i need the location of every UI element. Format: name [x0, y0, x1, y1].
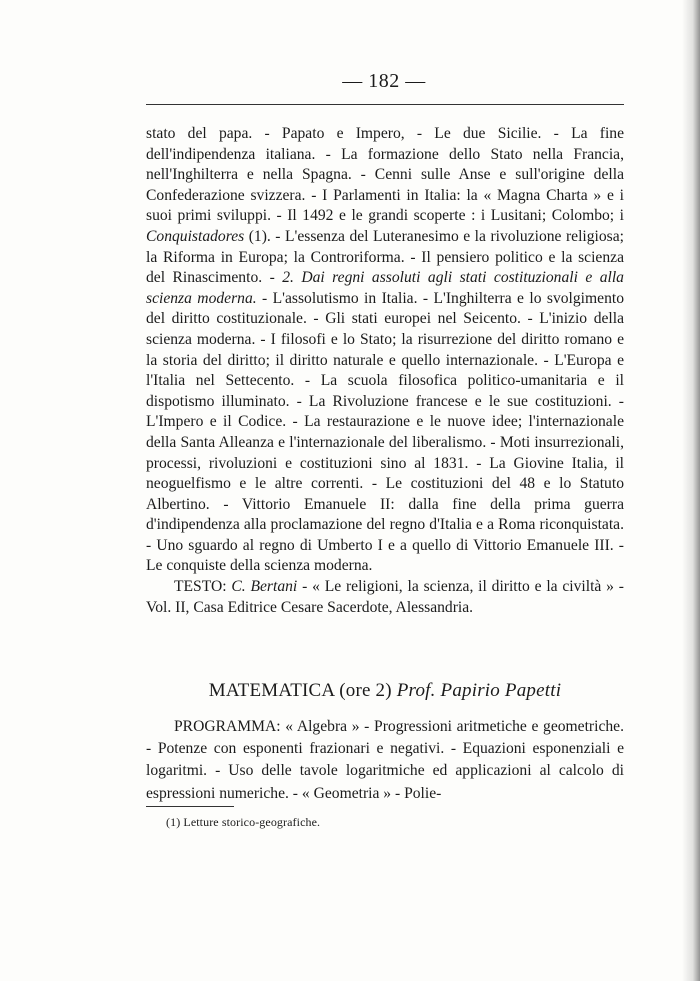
- testo-details: - « Le religioni, la scienza, il diritto e la civiltà » - Vol. II, Casa Editrice Cesare Sacerdote, Alessandria.: [146, 578, 624, 616]
- section-title: [146, 680, 624, 702]
- italic-section-heading: 2. Dai regni assoluti agli stati costituzionali e alla scienza moderna.: [146, 269, 624, 307]
- history-paragraph: [146, 124, 624, 577]
- text-segment: stato del papa. - Papato e Impero, - Le due Sicilie. - La fine dell'indipendenza italiana. - La formazione dello Stato nella Francia, nell'Inghilterra e nella Spagna. - Cenni sulle Anse e sull'origine della Confederazione svizzera. - I Parlamenti in Italia: la « Magna Charta » e i suoi primi sviluppi. - Il 1492 e le grandi scoperte : i Lusitani; Colombo; i: [146, 125, 624, 225]
- section-title-text: MATEMATICA (ore 2): [208, 680, 397, 701]
- italic-segment: Conquistadores: [146, 227, 245, 245]
- text-segment: - L'assolutismo in Italia. - L'Inghilterra e lo svolgimento del diritto costituzionale. - Gli stati europei nel Seicento. - L'inizio della scienza moderna. - I filosofi e lo Stato; la risurrezione del diritto romano e la storia del diritto; il diritto naturale e quello internazionale. - L'Europa e l'Italia nel Settecento. - La scuola filosofica politico-umanitaria e il dispotismo illuminato. - La Rivoluzione francese e le sue costituzioni. - L'Impero e il Codice. - La restaurazione e le nuove idee; l'internazionale della Santa Alleanza e l'internazionale del liberalismo. - Moti insurrezionali, processi, rivoluzioni e costituzioni sino al 1831. - La Giovine Italia, il neoguelfismo e le altre correnti. - Le costituzioni del 48 e lo Statuto Albertino. - Vittorio Emanuele II: dalla fine della prima guerra d'indipendenza alla proclamazione del regno d'Italia e a Roma riconquistata. - Uno sguardo al regno di Umberto I e a quello di Vittorio Emanuele III. - Le conquiste della scienza moderna.: [146, 289, 624, 575]
- footnote-rule: [146, 806, 234, 807]
- programma-paragraph: PROGRAMMA: « Algebra » - Progressioni aritmetiche e geometriche. - Potenze con esponenti frazionari e negativi. - Equazioni esponenziali e logaritmi. - Uso delle tavole logaritmiche ed applicazioni al calcolo di espressioni numeriche. - « Geometria » - Polie-: [146, 718, 624, 802]
- programma-text: [146, 716, 624, 805]
- history-program-text: [146, 124, 624, 618]
- footnote: (1) Letture storico-geografiche.: [166, 815, 321, 829]
- testo-author: C. Bertani: [231, 578, 298, 596]
- text-segment: (1). - L'essenza del Luteranesimo e la rivoluzione religiosa; la Riforma in Europa; la Controriforma. - Il pensiero politico e la scienza del Rinascimento. -: [146, 227, 624, 287]
- header-rule: [146, 104, 624, 105]
- section-professor: Prof. Papirio Papetti: [396, 680, 562, 701]
- page-edge-shadow: [682, 0, 700, 981]
- page-number-header: — 182 —: [342, 70, 426, 92]
- testo-paragraph: [146, 577, 624, 618]
- testo-label: TESTO:: [174, 578, 232, 596]
